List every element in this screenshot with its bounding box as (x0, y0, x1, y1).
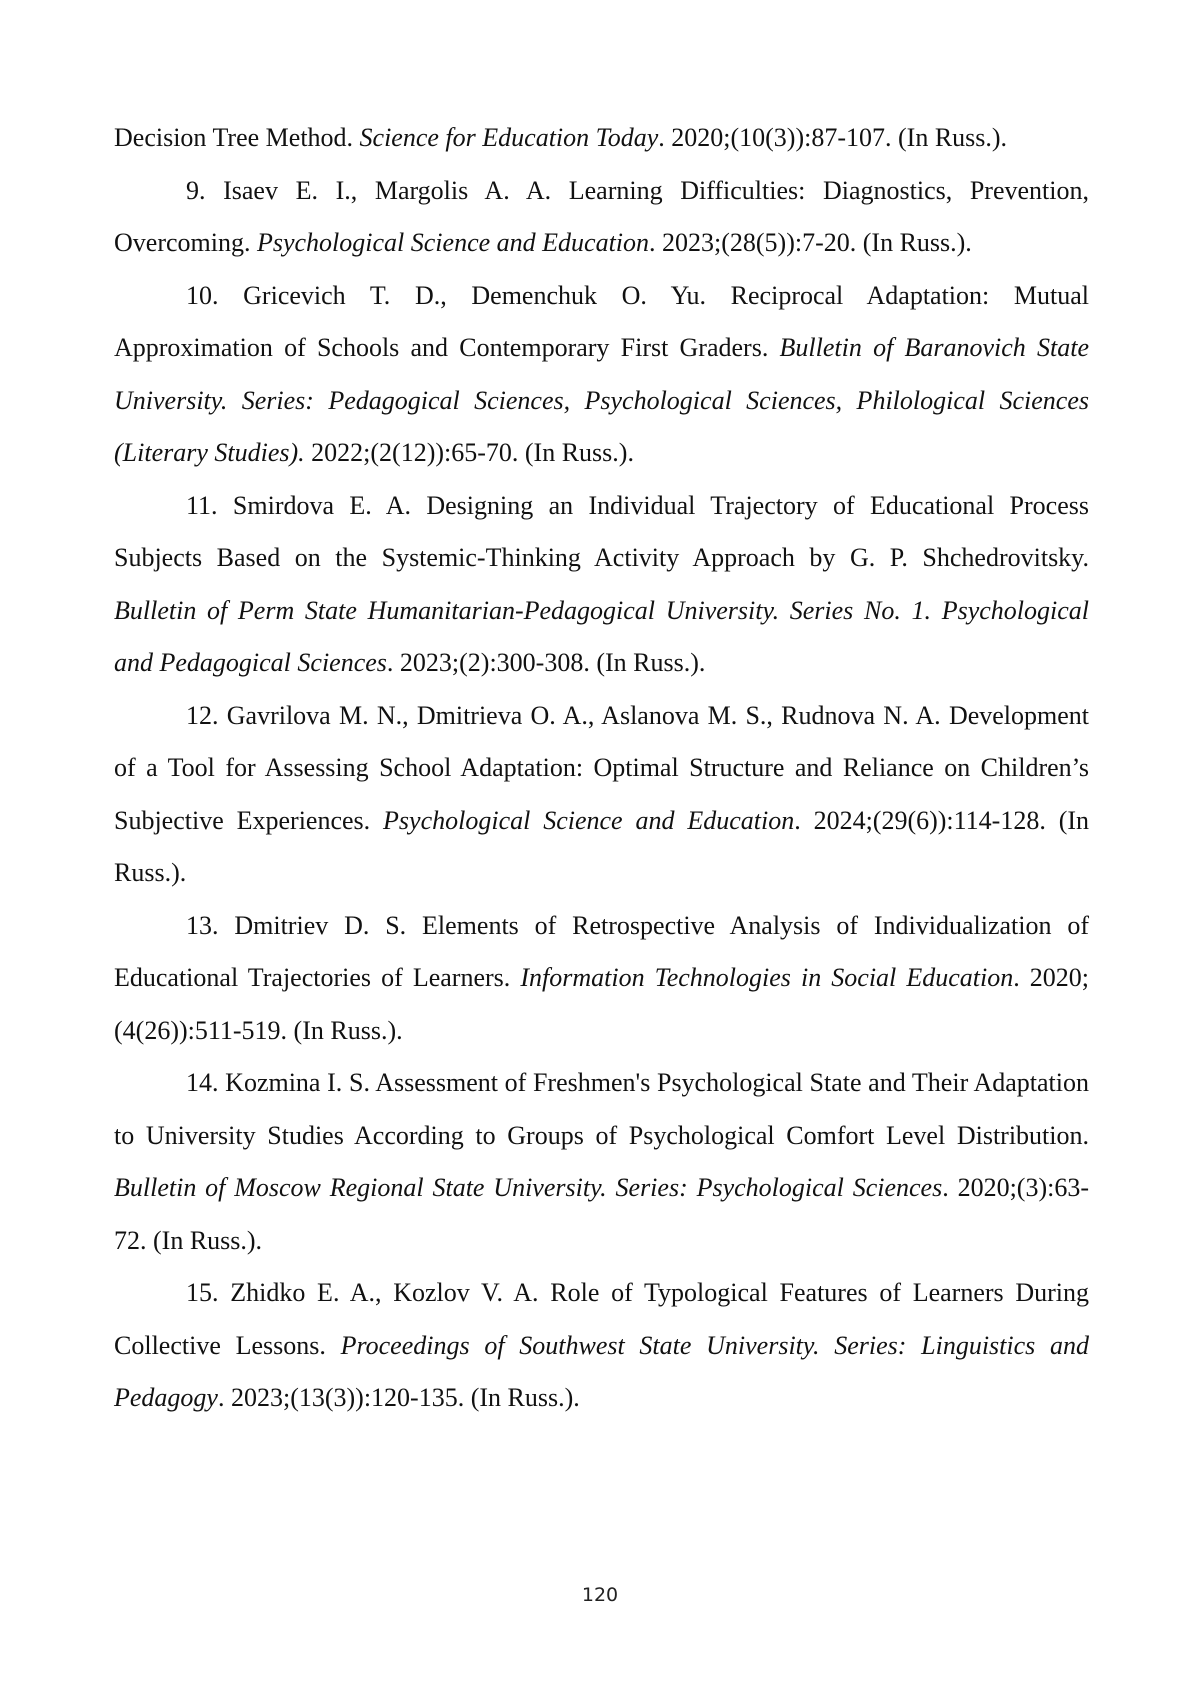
reference-item-13 (114, 900, 1089, 1058)
reference-title: Designing an Individual Trajectory of Educational Process Subjects Based on the Systemic-Thinking Activity Approach by G. P. Shchedrovitsky. (114, 490, 1089, 572)
reference-number: 9. (186, 175, 206, 205)
reference-authors: Isaev E. I., Margolis A. A. (223, 175, 552, 205)
reference-item-15 (114, 1267, 1089, 1425)
reference-title: Development of a Tool for Assessing School Adaptation: Optimal Structure and Reliance on Children’s Subjective Experiences. (114, 700, 1090, 835)
reference-item-12 (114, 690, 1089, 900)
reference-details: 2022;(2(12)):65-70. (In Russ.). (304, 438, 634, 467)
reference-item-10 (114, 270, 1089, 480)
reference-title: Role of Typological Features of Learners During Collective Lessons. (114, 1278, 1090, 1360)
reference-journal: Bulletin of Baranovich State University. Series: Pedagogical Sciences, Psychological Sciences, Philological Sciences (Literary Studies). (114, 333, 1090, 467)
reference-item-9 (114, 165, 1089, 270)
reference-journal: Information Technologies in Social Education (520, 963, 1014, 992)
reference-title: Elements of Retrospective Analysis of Individualization of Educational Trajectories of Learners. (114, 910, 1090, 992)
reference-list (114, 112, 1089, 1425)
reference-details: . 2020;(3):63-72. (In Russ.). (114, 1173, 1090, 1255)
page-number: 120 (581, 1584, 619, 1606)
reference-number: 15. (186, 1278, 219, 1307)
reference-details: . 2023;(2):300-308. (In Russ.). (386, 648, 706, 677)
reference-journal: Psychological Science and Education (256, 228, 650, 257)
reference-title: Learning Difficulties: Diagnostics, Prevention, Overcoming. (114, 175, 1089, 257)
reference-details: . 2020;(10(3)):87-107. (In Russ.). (658, 123, 1008, 152)
reference-authors: Kozmina I. S. (225, 1068, 370, 1097)
reference-number: 12. (186, 700, 219, 730)
reference-journal: Bulletin of Perm State Humanitarian-Pedagogical University. Series No. 1. Psychological and Pedagogical Sciences (114, 595, 1089, 677)
reference-journal: Science for Education Today (359, 123, 659, 152)
reference-authors: Dmitriev D. S. (234, 910, 407, 940)
reference-item-11 (114, 480, 1089, 690)
reference-details: . 2020;(4(26)):511-519. (In Russ.). (114, 963, 1090, 1045)
reference-details: . 2024;(29(6)):114-128. (In Russ.). (114, 805, 1090, 887)
reference-details: . 2023;(13(3)):120-135. (In Russ.). (217, 1383, 580, 1412)
reference-authors: Gricevich T. D., Demenchuk O. Yu. (243, 280, 707, 310)
reference-title: Decision Tree Method. (114, 123, 354, 152)
reference-number: 13. (186, 910, 219, 940)
reference-title: Reciprocal Adaptation: Mutual Approximation of Schools and Contemporary First Graders. (114, 280, 1090, 362)
reference-authors: Zhidko E. A., Kozlov V. A. (230, 1278, 539, 1307)
reference-title: Assessment of Freshmen's Psychological State and Their Adaptation to University Studies According to Groups of Psychological Comfort Level Distribution. (114, 1068, 1089, 1150)
reference-details: . 2023;(28(5)):7-20. (In Russ.). (649, 228, 972, 257)
reference-authors: Smirdova E. A. (232, 490, 411, 520)
reference-number: 10. (186, 280, 219, 310)
reference-number: 11. (186, 490, 218, 520)
reference-number: 14. (186, 1068, 219, 1097)
reference-authors: Gavrilova M. N., Dmitrieva O. A., Aslanova M. S., Rudnova N. A. (226, 700, 941, 730)
reference-journal: Psychological Science and Education (383, 805, 795, 835)
reference-item-8-continuation (114, 112, 1089, 165)
reference-item-14 (114, 1057, 1089, 1267)
reference-journal: Proceedings of Southwest State University. Series: Linguistics and Pedagogy (114, 1330, 1090, 1412)
reference-journal: Bulletin of Moscow Regional State University. Series: Psychological Sciences (114, 1173, 943, 1202)
